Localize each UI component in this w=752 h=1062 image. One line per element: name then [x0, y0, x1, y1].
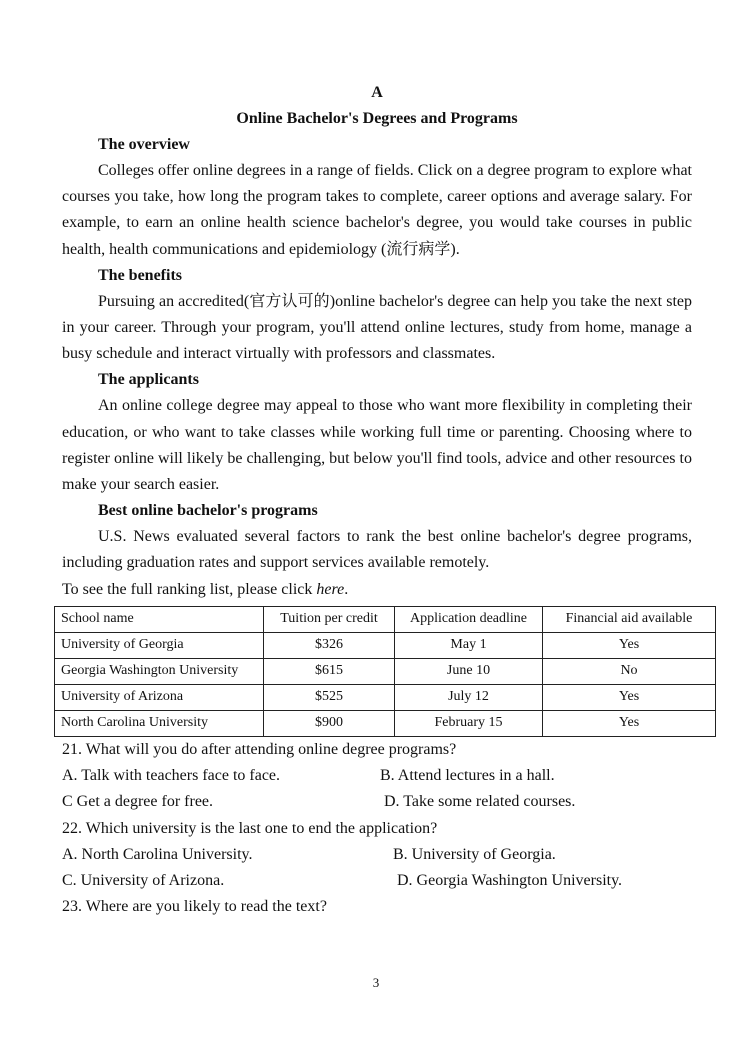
heading-best-programs: Best online bachelor's programs	[98, 502, 318, 520]
paragraph-applicants: An online college degree may appeal to those who want more flexibility in completing their education, or who want to take classes while working full time or parenting. Choosing where to register online will likely be challenging, but below you'll find tools, advice and other resources to make your search easier.	[62, 397, 692, 494]
heading-overview: The overview	[98, 136, 190, 153]
cell-aid: Yes	[543, 710, 716, 736]
ranking-prompt-end: .	[344, 580, 349, 598]
cell-tuition: $615	[264, 658, 395, 684]
cell-tuition: $326	[264, 632, 395, 658]
question-22-options-row-2	[62, 868, 692, 894]
option-21-a: A. Talk with teachers face to face.	[62, 766, 281, 784]
question-21-options-row-2	[62, 789, 692, 815]
table-row	[55, 684, 716, 710]
cell-deadline: February 15	[395, 710, 543, 736]
ranking-prompt-text: To see the full ranking list, please click	[62, 580, 317, 598]
ranking-prompt	[62, 577, 692, 603]
paragraph-best-programs: U.S. News evaluated several factors to rank the best online bachelor's degree programs, including graduation rates and support services available remotely.	[62, 528, 692, 572]
option-21-d: D. Take some related courses.	[384, 793, 576, 811]
cell-aid: Yes	[543, 632, 716, 658]
option-22-b: B. University of Georgia.	[393, 845, 556, 863]
cell-deadline: June 10	[395, 658, 543, 684]
option-21-b: B. Attend lectures in a hall.	[380, 766, 555, 784]
table-row	[55, 632, 716, 658]
col-financial-aid: Financial aid available	[543, 606, 716, 632]
passage-title: Online Bachelor's Degrees and Programs	[236, 110, 518, 127]
question-21-options-row-1	[62, 763, 692, 789]
col-deadline: Application deadline	[395, 606, 543, 632]
question-23: 23. Where are you likely to read the text?	[62, 898, 327, 916]
cell-school: University of Georgia	[55, 632, 264, 658]
cell-tuition: $900	[264, 710, 395, 736]
cell-school: University of Arizona	[55, 684, 264, 710]
table-row	[55, 658, 716, 684]
paragraph-overview: Colleges offer online degrees in a range of fields. Click on a degree program to explore what courses you take, how long the program takes to complete, career options and average salary. For example, to earn an online health science bachelor's degree, you would take courses in public health, health communications and epidemiology (流行病学).	[62, 162, 692, 258]
question-21: 21. What will you do after attending online degree programs?	[62, 740, 457, 758]
table-header-row	[55, 606, 716, 632]
option-22-a: A. North Carolina University.	[62, 845, 253, 863]
cell-school: Georgia Washington University	[55, 658, 264, 684]
ranking-link[interactable]: here	[316, 580, 345, 598]
option-22-c: C. University of Arizona.	[62, 872, 225, 890]
question-22: 22. Which university is the last one to end the application?	[62, 819, 438, 837]
option-22-d: D. Georgia Washington University.	[397, 872, 623, 890]
cell-aid: Yes	[543, 684, 716, 710]
paragraph-benefits: Pursuing an accredited(官方认可的)online bachelor's degree can help you take the next step in your career. Through your program, you'll attend online lectures, study from home, manage a busy schedule and interact virtually with professors and classmates.	[62, 292, 692, 363]
option-21-c: C Get a degree for free.	[62, 793, 214, 811]
col-school-name: School name	[55, 606, 264, 632]
table-row	[55, 710, 716, 736]
cell-tuition: $525	[264, 684, 395, 710]
heading-applicants: The applicants	[98, 371, 199, 389]
cell-school: North Carolina University	[55, 710, 264, 736]
ranking-table	[54, 606, 716, 737]
cell-deadline: May 1	[395, 632, 543, 658]
cell-deadline: July 12	[395, 684, 543, 710]
question-22-options-row-1	[62, 842, 692, 868]
section-letter: A	[371, 84, 383, 101]
col-tuition: Tuition per credit	[264, 606, 395, 632]
document-page	[62, 80, 692, 921]
cell-aid: No	[543, 658, 716, 684]
page-number: 3	[372, 975, 380, 990]
heading-benefits: The benefits	[98, 266, 182, 284]
